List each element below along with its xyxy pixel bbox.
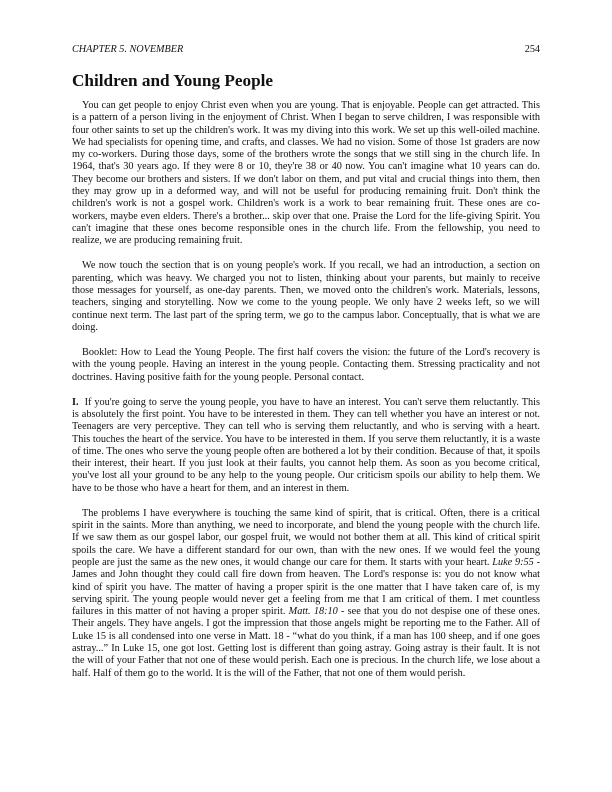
paragraph-children-work: You can get people to enjoy Christ even when you are young. That is enjoyable. People can get attracted. This is a pattern of a person living in the enjoyment of Christ. When I began to serve children, I was responsible with four other saints to set up the children's work. It was my diving into this work. We set up this well-oiled machine. We had specialists for opening time, and crafts, and classes. We had no vision. Some of those 1st graders are now my co-workers. During those days, some of the brothers wrote the songs that we still sing in the church life. In 1964, that's 30 years ago. If they were 8 or 10, they're 38 or 40 now. You can't imagine what 10 years can do. They become our brothers and sisters. If we don't labor on them, and put vital and crucial things into them, then they may grow up in a deformed way, and will not be useful for producing remaining fruit. Don't think the children's work is not a gospel work. Children's work is a work to bear remaining fruit. These ones are co-workers, maybe even elders. There's a brother... skip over that one. Praise the Lord for the life-giving Spirit. You can't imagine that these ones become responsible ones in the church life. From the fellowship, you need to realize, we are producing remaining fruit.	[72, 100, 540, 247]
scripture-reference: Luke 9:55	[492, 556, 534, 568]
chapter-label: CHAPTER 5. NOVEMBER	[72, 44, 184, 55]
paragraph-text: - James and John thought they could call fire down from heaven. The Lord's response is: you do not know what kind of spirit you have. The matter of having a proper spirit is the one matter that I have taken care of, is my serving spirit. The young people would never get a feeling from me that I am critical of them. I met countless failures in this matter of not having a proper spirit.	[72, 556, 541, 618]
paragraph-point-one	[72, 397, 540, 495]
document-page	[72, 44, 540, 693]
page-number: 254	[524, 44, 540, 55]
section-title: Children and Young People	[72, 71, 274, 90]
paragraph-text: - see that you do not despise one of these ones. Their angels. They have angels. I got the impression that those angels might be reporting me to the Father. All of Luke 15 is all condensed into one verse in Matt. 18 - “what do you think, if a man has 100 sheep, and if one goes astray...” In Luke 15, one got lost. Getting lost is different than going astray. Going astray is their fault. It is not the will of your Father that not one of these would perish. Each one is precious. In the church life, we lose about a half. Half of them go to the world. It is the will of the Father, that not one of them would perish.	[72, 606, 540, 679]
paragraph-young-peoples-work: We now touch the section that is on young people's work. If you recall, we had an introduction, a section on parenting, which was heavy. We charged you not to listen, thinking about your parents, but mainly to receive those messages for yourself, as one-day parents. Then, we moved onto the children's work. Materials, lessons, teachers, singing and storytelling. Now we come to the young people. We only have 2 weeks left, so we will continue next term. The last part of the spring term, we go to the campus labor. Conceptually, that is what we are doing.	[72, 260, 540, 333]
scripture-reference: Matt. 18:10	[288, 606, 338, 618]
paragraph-critical-spirit	[72, 508, 540, 680]
point-number: I.	[72, 396, 79, 408]
paragraph-text: The problems I have everywhere is touching the same kind of spirit, that is critical. Often, there is a critical spirit in the saints. More than anything, we need to incorporate, and blend the young people with the church life. If we saw them as our gospel labor, our gospel fruit, we would not bother them at all. This kind of critical spirit spoils the care. We have a different standard for our own, than with the new ones. If we would feel the young people are just the same as the new ones, it would change our care for them. It starts with your heart.	[72, 507, 540, 568]
running-header	[72, 44, 540, 56]
point-one-text: If you're going to serve the young people, you have to have an interest. You can't serve them reluctantly. This is absolutely the first point. You have to be interested in them. They can tell whether you have an interest or not. Teenagers are very perceptive. They can tell who is serving them reluctantly, and who is serving with a heart. This touches the heart of the service. You have to be interested in them. If you serve them reluctantly, it is a waste of time. The ones who serve the young people often are bothered a lot by their condition. Because of that, it spoils their interest, their heart. If you just look at their faults, you cannot help them. As soon as you become critical, you've lost all your ground to be any help to the young people. Our criticism spoils our ability to help them. We have to be those who have a heart for them, and an interest in them.	[72, 396, 540, 494]
paragraph-booklet: Booklet: How to Lead the Young People. The first half covers the vision: the future of the Lord's recovery is with the young people. Having an interest in the young people. Contacting them. Stressing practicality and not doctrines. Having positive faith for the young people. Personal contact.	[72, 346, 540, 383]
